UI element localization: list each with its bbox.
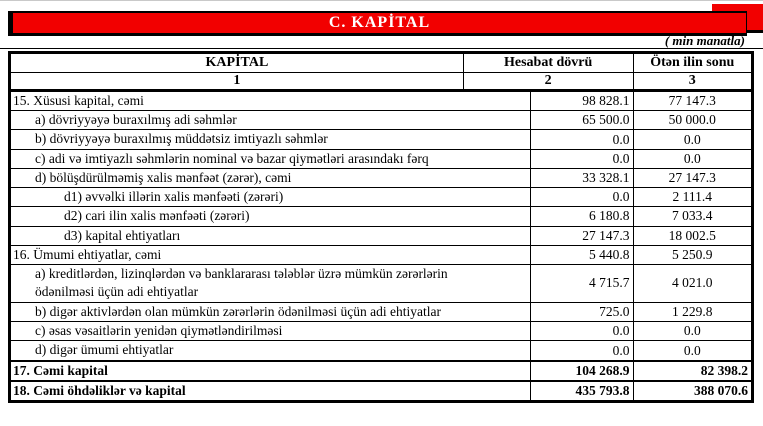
table-row-15b — [10, 130, 753, 149]
value-hesabat: 0.0 — [531, 341, 633, 361]
column-number-3: 3 — [633, 73, 753, 91]
column-header-kapital: KAPİTAL — [10, 53, 464, 73]
value-oten: 5 250.9 — [633, 245, 753, 264]
value-hesabat: 98 828.1 — [531, 91, 633, 111]
value-oten: 0.0 — [633, 322, 753, 341]
row-label: c) adi və imtiyazlı səhmlərin nominal və bazar qiymətləri arasındakı fərq — [10, 149, 531, 168]
table-row-16c — [10, 322, 753, 341]
column-header-hesabat-dovru: Hesabat dövrü — [463, 53, 633, 73]
value-hesabat: 725.0 — [531, 302, 633, 321]
row-label: a) kreditlərdən, lizinqlərdən və banklararası tələblər üzrə mümkün zərərlərin ödənilməsi üçün adi ehtiyatlar — [10, 264, 531, 302]
table-row-16 — [10, 245, 753, 264]
row-label: 18. Cəmi öhdəliklər və kapital — [10, 381, 531, 402]
value-hesabat: 0.0 — [531, 130, 633, 149]
value-oten: 27 147.3 — [633, 168, 753, 187]
value-hesabat: 27 147.3 — [531, 226, 633, 245]
table-row-18-total-liabilities-capital — [10, 381, 753, 402]
row-label: d) bölüşdürülməmiş xalis mənfəət (zərər), cəmi — [10, 168, 531, 187]
row-label: 16. Ümumi ehtiyatlar, cəmi — [10, 245, 531, 264]
section-banner — [8, 11, 747, 36]
value-oten: 2 111.4 — [633, 188, 753, 207]
capital-table — [8, 51, 754, 403]
table-row-16a — [10, 264, 753, 302]
value-oten: 0.0 — [633, 130, 753, 149]
column-number-2: 2 — [463, 73, 633, 91]
table-header-row — [10, 53, 753, 73]
table-row-16b — [10, 302, 753, 321]
value-oten: 18 002.5 — [633, 226, 753, 245]
top-divider-line — [0, 0, 763, 1]
capital-table-wrapper — [8, 51, 754, 403]
value-hesabat: 4 715.7 — [531, 264, 633, 302]
row-label: d2) cari ilin xalis mənfəəti (zərəri) — [10, 207, 531, 226]
value-hesabat: 65 500.0 — [531, 111, 633, 130]
table-row-17-total-capital — [10, 361, 753, 381]
value-oten: 7 033.4 — [633, 207, 753, 226]
value-oten: 0.0 — [633, 149, 753, 168]
value-oten: 4 021.0 — [633, 264, 753, 302]
horizontal-rule — [0, 48, 763, 49]
column-number-1: 1 — [10, 73, 464, 91]
value-oten: 50 000.0 — [633, 111, 753, 130]
value-hesabat: 0.0 — [531, 322, 633, 341]
value-hesabat: 6 180.8 — [531, 207, 633, 226]
row-label: a) dövriyyəyə buraxılmış adi səhmlər — [10, 111, 531, 130]
table-row-15d2 — [10, 207, 753, 226]
value-hesabat: 5 440.8 — [531, 245, 633, 264]
row-label: 15. Xüsusi kapital, cəmi — [10, 91, 531, 111]
value-oten: 0.0 — [633, 341, 753, 361]
table-row-15d1 — [10, 188, 753, 207]
units-note: ( min manatla) — [664, 33, 745, 48]
row-label: d3) kapital ehtiyatları — [10, 226, 531, 245]
row-label: c) əsas vəsaitlərin yenidən qiymətləndirilməsi — [10, 322, 531, 341]
table-row-15c — [10, 149, 753, 168]
table-row-15d — [10, 168, 753, 187]
row-label: d1) əvvəlki illərin xalis mənfəəti (zərəri) — [10, 188, 531, 207]
value-oten: 77 147.3 — [633, 91, 753, 111]
column-header-oten-ilin-sonu: Ötən ilin sonu — [633, 53, 753, 73]
value-hesabat: 0.0 — [531, 188, 633, 207]
row-label: b) digər aktivlərdən olan mümkün zərərlərin ödənilməsi üçün adi ehtiyatlar — [10, 302, 531, 321]
value-hesabat: 104 268.9 — [531, 361, 633, 381]
value-oten: 82 398.2 — [633, 361, 753, 381]
table-row-15 — [10, 91, 753, 111]
section-title: C. KAPİTAL — [328, 14, 431, 31]
value-hesabat: 435 793.8 — [531, 381, 633, 402]
row-label: d) digər ümumi ehtiyatlar — [10, 341, 531, 361]
row-label: 17. Cəmi kapital — [10, 361, 531, 381]
table-row-16d — [10, 341, 753, 361]
value-hesabat: 33 328.1 — [531, 168, 633, 187]
table-row-15d3 — [10, 226, 753, 245]
row-label: b) dövriyyəyə buraxılmış müddətsiz imtiyazlı səhmlər — [10, 130, 531, 149]
value-hesabat: 0.0 — [531, 149, 633, 168]
column-number-row — [10, 73, 753, 91]
value-oten: 1 229.8 — [633, 302, 753, 321]
value-oten: 388 070.6 — [633, 381, 753, 402]
table-row-15a — [10, 111, 753, 130]
